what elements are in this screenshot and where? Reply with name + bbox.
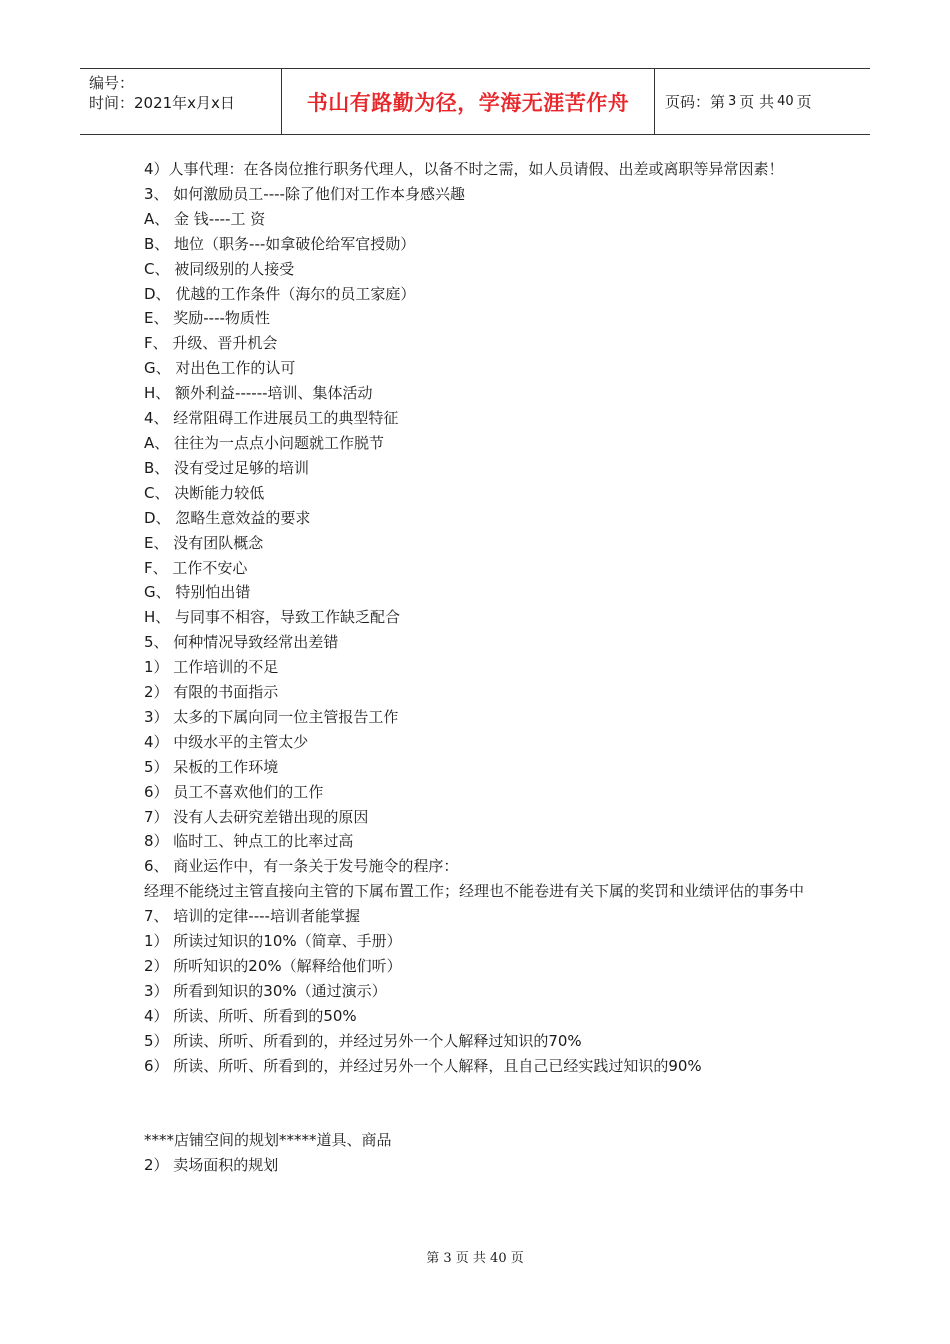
header-motto: 书山有路勤为径，学海无涯苦作舟 — [306, 90, 630, 115]
body-line: ****店铺空间的规划*****道具、商品 — [144, 1131, 392, 1150]
blank-gap — [144, 1079, 824, 1129]
body-line: 5） 呆板的工作环境 — [144, 757, 279, 776]
body-line: G、 对出色工作的认可 — [144, 359, 296, 378]
body-line: 1） 工作培训的不足 — [144, 658, 279, 677]
page-footer: 第 3 页 共 40 页 — [426, 1251, 524, 1266]
body-line: 2） 所听知识的20%（解释给他们听） — [144, 957, 402, 975]
body-line: 2） 有限的书面指示 — [144, 683, 279, 702]
page-current: 3 — [728, 94, 737, 109]
body-line: 1） 所读过知识的10%（简章、手册） — [144, 932, 402, 951]
body-line: B、 没有受过足够的培训 — [144, 458, 310, 477]
body-line: 4） 中级水平的主管太少 — [144, 732, 309, 751]
body-line: 7） 没有人去研究差错出现的原因 — [144, 807, 369, 826]
header-page-info — [655, 69, 870, 134]
page-total: 40 — [777, 94, 794, 109]
body-line: 7、 培训的定律----培训者能掌握 — [144, 907, 360, 926]
body-line: 3） 所看到知识的30%（通过演示） — [144, 981, 387, 1000]
body-line: F、 升级、晋升机会 — [144, 334, 278, 353]
header-motto-cell — [282, 69, 655, 134]
body-line: H、 与同事不相容，导致工作缺乏配合 — [144, 608, 401, 627]
page-suffix: 页 — [796, 93, 812, 111]
body-line: 3、 如何激励员工----除了他们对工作本身感兴趣 — [144, 184, 465, 203]
body-line: 4）人事代理：在各岗位推行职务代理人，以备不时之需，如人员请假、出差或离职等异常因素！ — [144, 160, 784, 178]
body-line: 4、 经常阻碍工作进展员工的典型特征 — [144, 409, 399, 428]
body-line: 经理不能绕过主管直接向主管的下属布置工作；经理也不能卷进有关下属的奖罚和业绩评估的事务中 — [144, 882, 805, 901]
body-line: 6） 所读、所听、所看到的，并经过另外一个人解释，且自己已经实践过知识的90% — [144, 1056, 702, 1075]
body-line: 3） 太多的下属向同一位主管报告工作 — [144, 707, 399, 726]
page-prefix: 页码：第 — [665, 93, 726, 111]
page-mid: 页 共 — [739, 93, 775, 111]
body-text-block — [144, 1128, 824, 1178]
body-line: E、 没有团队概念 — [144, 533, 264, 552]
document-body — [144, 157, 824, 1178]
body-line: E、 奖励----物质性 — [144, 309, 270, 328]
body-line: C、 被同级别的人接受 — [144, 259, 295, 278]
document-number-label: 编号： — [89, 74, 135, 92]
body-text-block — [144, 157, 824, 1079]
header-meta — [80, 69, 282, 134]
body-line: A、 往往为一点点小问题就工作脱节 — [144, 433, 385, 452]
body-line: 5） 所读、所听、所看到的，并经过另外一个人解释过知识的70% — [144, 1031, 582, 1050]
body-line: 5、 何种情况导致经常出差错 — [144, 633, 339, 652]
body-line: H、 额外利益------培训、集体活动 — [144, 384, 373, 403]
body-line: B、 地位（职务---如拿破伦给军官授勋） — [144, 234, 416, 253]
document-date: 时间：2021年x月x日 — [89, 94, 235, 112]
body-line: C、 决断能力较低 — [144, 483, 265, 502]
body-line: 6、 商业运作中，有一条关于发号施令的程序： — [144, 857, 459, 876]
body-line: A、 金 钱----工 资 — [144, 209, 266, 228]
body-line: 8） 临时工、钟点工的比率过高 — [144, 832, 354, 851]
body-line: D、 优越的工作条件（海尔的员工家庭） — [144, 284, 416, 303]
body-line: G、 特别怕出错 — [144, 583, 251, 602]
body-line: 4） 所读、所听、所看到的50% — [144, 1006, 357, 1025]
body-line: 6） 员工不喜欢他们的工作 — [144, 782, 324, 801]
body-line: 2） 卖场面积的规划 — [144, 1156, 279, 1175]
body-line: F、 工作不安心 — [144, 558, 248, 577]
page-header — [80, 68, 870, 135]
body-line: D、 忽略生意效益的要求 — [144, 508, 311, 527]
